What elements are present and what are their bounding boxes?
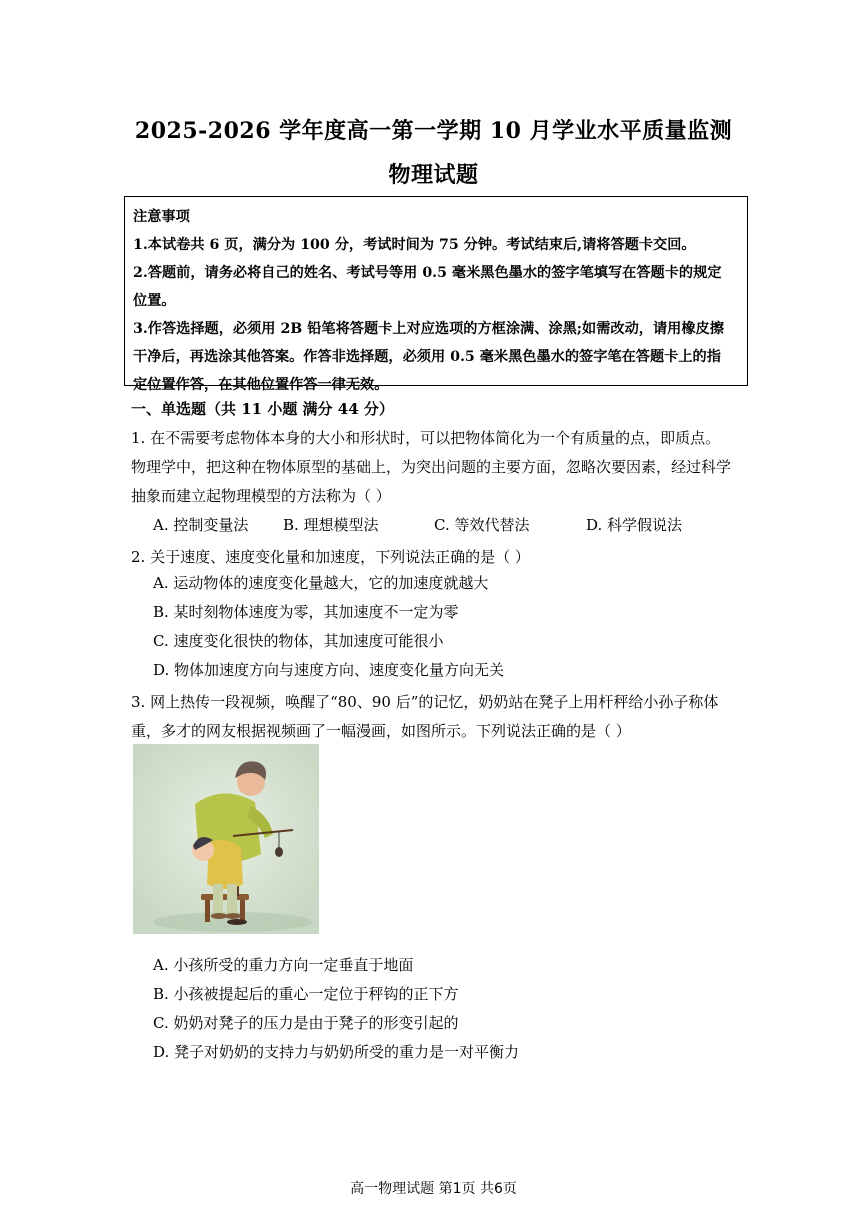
question-1-line: 抽象而建立起物理模型的方法称为（ ） [131, 487, 391, 505]
question-1-options [153, 514, 753, 542]
stool-leg [205, 900, 210, 922]
question-3-line: 3. 网上热传一段视频，唤醒了“80、90 后”的记忆，奶奶站在凳子上用杆秤给小孙子称体 [131, 693, 719, 711]
notice-line: 2.答题前，请务必将自己的姓名、考试号等用 0.5 毫米黑色墨水的签字笔填写在答题卡的规定 [133, 265, 722, 281]
option-c: C. 速度变化很快的物体，其加速度可能很小 [153, 632, 444, 650]
option-b: B. 理想模型法 [283, 516, 379, 534]
option-a: A. 控制变量法 [153, 516, 249, 534]
option-d: D. 凳子对奶奶的支持力与奶奶所受的重力是一对平衡力 [153, 1043, 520, 1061]
steelyard-cartoon-illustration [133, 744, 319, 934]
notice-line: 1.本试卷共 6 页，满分为 100 分，考试时间为 75 分钟。考试结束后,请将答题卡交回。 [133, 237, 696, 253]
option-b: B. 小孩被提起后的重心一定位于秤钩的正下方 [153, 985, 459, 1003]
option-c: C. 奶奶对凳子的压力是由于凳子的形变引起的 [153, 1014, 459, 1032]
notice-line: 定位置作答，在其他位置作答一律无效。 [133, 377, 389, 393]
question-1-line: 1. 在不需要考虑物体本身的大小和形状时，可以把物体简化为一个有质量的点，即质点。 [131, 429, 721, 447]
steelyard-weight [275, 847, 283, 857]
stool-seat [201, 894, 249, 900]
child-leg [213, 884, 223, 914]
child-leg [227, 884, 237, 914]
option-b: B. 某时刻物体速度为零，其加速度不一定为零 [153, 603, 459, 621]
exam-subject: 物理试题 [388, 162, 479, 188]
section-title: 一、单选题（共 11 小题 满分 44 分） [131, 400, 394, 418]
option-d: D. 物体加速度方向与速度方向、速度变化量方向无关 [153, 661, 505, 679]
grandma-shoe [227, 919, 247, 925]
option-d: D. 科学假说法 [586, 516, 683, 534]
child-shoe [225, 913, 241, 919]
option-a: A. 运动物体的速度变化量越大，它的加速度就越大 [153, 574, 489, 592]
exam-title: 2025-2026 学年度高一第一学期 10 月学业水平质量监测 [134, 118, 733, 144]
stool-leg [240, 900, 245, 922]
option-a: A. 小孩所受的重力方向一定垂直于地面 [153, 956, 414, 974]
notice-box [124, 196, 748, 393]
child-shoe [211, 913, 227, 919]
question-3 [131, 688, 746, 746]
question-1-line: 物理学中，把这种在物体原型的基础上，为突出问题的主要方面，忽略次要因素，经过科学 [131, 458, 732, 476]
notice-line: 干净后，再选涂其他答案。作答非选择题，必须用 0.5 毫米黑色墨水的签字笔在答题卡上的指 [133, 349, 721, 365]
notice-heading: 注意事项 [133, 209, 190, 225]
notice-line: 位置。 [133, 293, 176, 309]
question-2-stem: 2. 关于速度、速度变化量和加速度，下列说法正确的是（ ） [131, 548, 530, 566]
question-3-line: 重，多才的网友根据视频画了一幅漫画，如图所示。下列说法正确的是（ ） [131, 722, 631, 740]
notice-line: 3.作答选择题，必须用 2B 铅笔将答题卡上对应选项的方框涂满、涂黑;如需改动，请用橡皮擦 [133, 321, 724, 337]
question-1 [131, 424, 746, 511]
option-c: C. 等效代替法 [434, 516, 530, 534]
page-footer: 高一物理试题 第1页 共6页 [350, 1181, 517, 1197]
